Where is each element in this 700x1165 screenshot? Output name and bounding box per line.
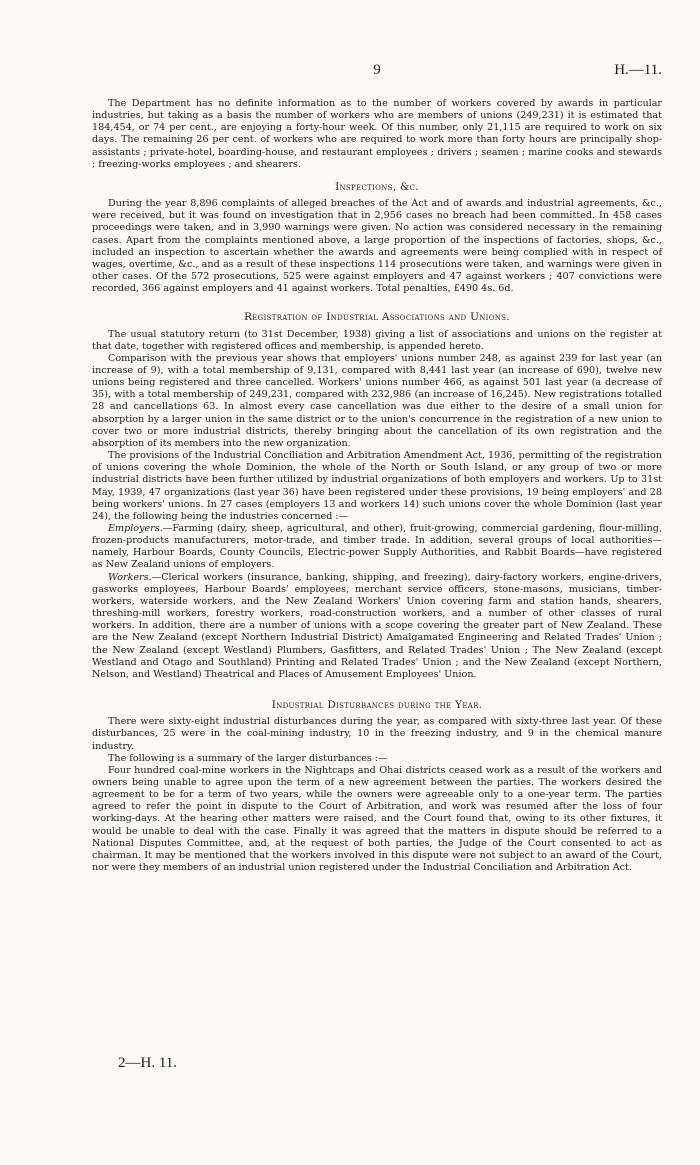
paragraph-inspections: During the year 8,896 complaints of alleged breaches of the Act and of awards and industrial agreements, &c., were received, but it was found on investigation that in 2,956 cases no breach had been committed. In 458 cases proceedings were taken, and in 3,990 warnings were given. No action was considered necessary in the remaining cases. Apart from the complaints mentioned above, a large proportion of the inspections of factories, shops, &c., included an inspection to ascertain whether the awards and agreements were being complied with in respect of wages, overtime, &c., and as a result of these inspections 114 prosecutions were taken, and warnings were given in other cases. Of the 572 prosecutions, 525 were against employers and 47 against workers ; 407 convictions were recorded, 366 against employers and 41 against workers. Total penalties, £490 4s. 6d. xyxy=(92,198,662,295)
page-header xyxy=(92,62,662,84)
paragraph-forty-hour-week: The Department has no definite information as to the number of workers covered by awards in particular industries, but taking as a basis the number of workers who are members of unions (249,231) it is estimated that 184,454, or 74 per cent., are enjoying a forty-hour week. Of this number, only 21,115 are required to work on six days. The remaining 26 per cent. of workers who are required to work more than forty hours are principally shop-assistants ; private-hotel, boarding-house, and restaurant employees ; drivers ; seamen ; marine cooks and stewards ; freezing-works employees ; and shearers. xyxy=(92,98,662,170)
heading-inspections: Inspections, &c. xyxy=(335,180,419,193)
document-body xyxy=(92,98,662,874)
paragraph-summary-intro: The following is a summary of the larger disturbances :— xyxy=(108,752,388,764)
paragraph-workers xyxy=(92,572,662,681)
heading-registration: Registration of Industrial Associations and Unions. xyxy=(244,311,510,324)
document-reference: H.—11. xyxy=(614,62,662,78)
text-employers: —Farming (dairy, sheep, agricultural, and other), fruit-growing, commercial gardening, flour-milling, frozen-products manufacturers, motor-trade, and timber trade. In addition, several groups of local authorities—namely, Harbour Boards, County Councils, Electric-power Supply Authorities, and Rabbit Boards—have registered as New Zealand unions of employers. xyxy=(92,523,662,571)
paragraph-statutory-return: The usual statutory return (to 31st December, 1938) giving a list of associations and unions on the register at that date, together with registered offices and membership, is appended hereto. xyxy=(92,328,662,352)
paragraph-employers xyxy=(92,523,662,572)
paragraph-disturbance-count: There were sixty-eight industrial disturbances during the year, as compared with sixty-three last year. Of these disturbances, 25 were in the coal-mining industry, 10 in the freezing industry, and 9 in the chemical manure industry. xyxy=(92,716,662,752)
text-workers: —Clerical workers (insurance, banking, shipping, and freezing), dairy-factory workers, engine-drivers, gasworks employees, Harbour Boards' employees, merchant service officers, stone-masons, musicians, timber-workers, waterside workers, and the New Zealand Workers' Union covering farm and station hands, shearers, threshing-mill workers, forestry workers, road-construction workers, and a number of other classes of rural workers. In addition, there are a number of unions with a scope covering the greater part of New Zealand. These are the New Zealand (except Northern Industrial District) Amalgamated Engineering and Related Trades' Union ; the New Zealand (except Westland) Plumbers, Gasfitters, and Related Trades' Union ; The New Zealand (except Westland and Otago and Southland) Printing and Related Trades' Union ; and the New Zealand (except Northern, Nelson, and Westland) Theatrical and Places of Amusement Employees' Union. xyxy=(92,571,662,680)
heading-disturbances: Industrial Disturbances during the Year. xyxy=(271,699,483,712)
lead-workers: Workers. xyxy=(108,571,152,583)
paragraph-provisions: The provisions of the Industrial Conciliation and Arbitration Amendment Act, 1936, permitting of the registration of unions covering the whole Dominion, the whole of the North or South Island, or any group of two or more industrial districts have been further utilized by industrial organizations of both employers and workers. Up to 31st May, 1939, 47 organizations (last year 36) have been registered under these provisions, 19 being employers' and 28 being workers' unions. In 27 cases (employers 13 and workers 14) such unions cover the whole Dominion (last year 24), the following being the industries concerned :— xyxy=(92,450,662,522)
lead-employers: Employers. xyxy=(108,523,163,534)
page-number: 9 xyxy=(373,62,381,78)
paragraph-coal-mine-dispute: Four hundred coal-mine workers in the Nightcaps and Ohai districts ceased work as a result of the workers and owners being unable to agree upon the term of a new agreement between the parties. The workers desired the agreement to be for a term of two years, while the owners were agreeable only to a one-year term. The parties agreed to refer the point in dispute to the Court of Arbitration, and work was resumed after the loss of four working-days. At the hearing other matters were raised, and the Court found that, owing to its other fixtures, it would be unable to deal with the case. Finally it was agreed that the matters in dispute should be referred to a National Disputes Committee, and, at the request of both parties, the Judge of the Court consented to act as chairman. It may be mentioned that the workers involved in this dispute were not subject to an award of the Court, nor were they members of an industrial union registered under the Industrial Conciliation and Arbitration Act. xyxy=(92,764,662,874)
paragraph-comparison: Comparison with the previous year shows that employers' unions number 248, as against 239 for last year (an increase of 9), with a total membership of 9,131, compared with 8,441 last year (an increase of 690), twelve new unions being registered and three cancelled. Workers' unions number 466, as against 501 last year (a decrease of 35), with a total membership of 249,231, compared with 232,986 (an increase of 16,245). New registrations totalled 28 and cancellations 63. In almost every case cancellation was due either to the desire of a small union for absorption by a larger union in the same district or to the union's concurrence in the registration of a new union to cover two or more industrial districts, thereby bringing about the cancellation of its own registration and the absorption of its members into the new organization. xyxy=(92,352,662,449)
page-footer-signature: 2—H. 11. xyxy=(118,1055,178,1071)
